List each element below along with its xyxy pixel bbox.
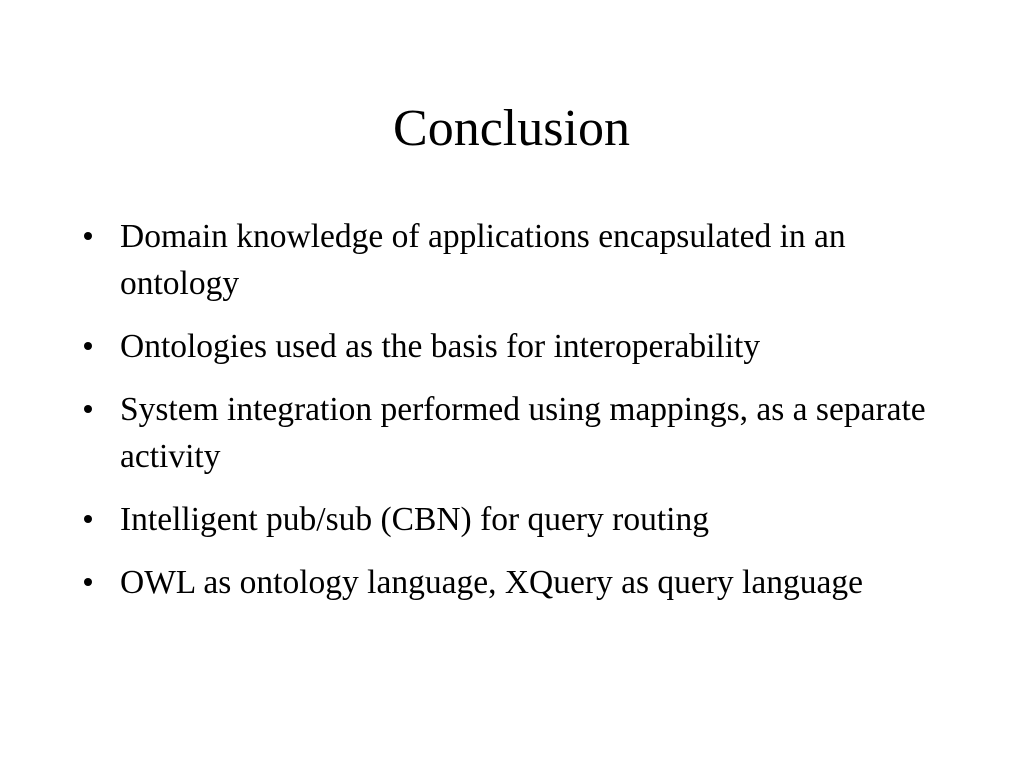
bullet-text: OWL as ontology language, XQuery as query language [120,564,863,601]
bullet-text: Intelligent pub/sub (CBN) for query routing [120,501,709,538]
bullet-text: System integration performed using mappings, as a separate activity [120,391,926,475]
slide-title: Conclusion [393,100,630,157]
bullet-item [84,496,964,543]
bullet-dot-icon [84,405,92,413]
bullet-text: Ontologies used as the basis for interoperability [120,328,761,365]
bullet-list [84,213,964,622]
bullet-item [84,213,964,307]
bullet-item [84,386,964,480]
bullet-dot-icon [84,232,92,240]
bullet-dot-icon [84,578,92,586]
bullet-dot-icon [84,515,92,523]
bullet-text: Domain knowledge of applications encapsulated in an ontology [120,218,846,302]
bullet-item [84,323,964,370]
bullet-item [84,559,964,606]
bullet-dot-icon [84,342,92,350]
